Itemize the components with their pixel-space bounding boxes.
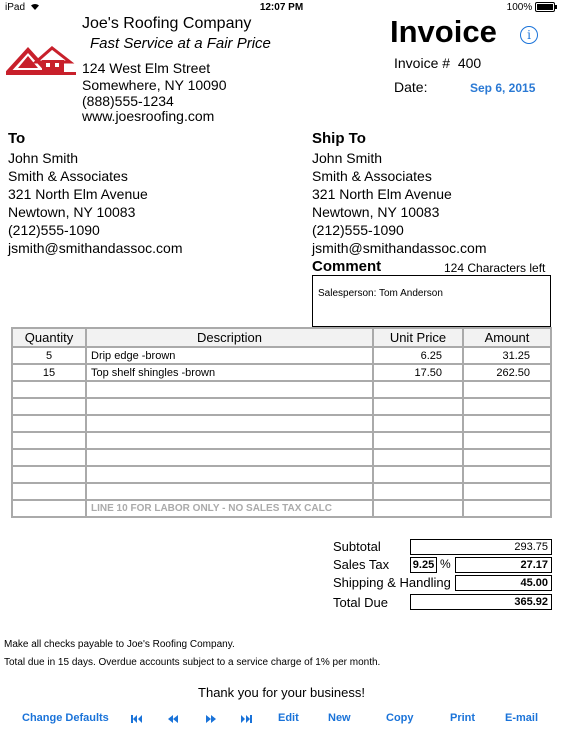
- company-phone: (888)555-1234: [82, 93, 174, 109]
- date-label: Date:: [394, 79, 428, 95]
- ship-to-title: Ship To: [312, 130, 366, 147]
- table-row[interactable]: [12, 347, 551, 364]
- header-unit-price: Unit Price: [373, 328, 463, 347]
- company-name: Joe's Roofing Company: [82, 15, 252, 32]
- rewind-icon: [168, 715, 178, 723]
- email-button[interactable]: E-mail: [505, 712, 539, 724]
- labor-note: LINE 10 FOR LABOR ONLY - NO SALES TAX CALC: [86, 500, 373, 517]
- sales-tax-value: 27.17: [455, 557, 552, 573]
- bill-to-company: Smith & Associates: [8, 168, 128, 184]
- invoice-number-value: 400: [457, 55, 482, 71]
- header-description: Description: [86, 328, 373, 347]
- bill-to-phone: (212)555-1090: [8, 222, 100, 238]
- cell-description: Top shelf shingles -brown: [86, 364, 373, 381]
- copy-button[interactable]: Copy: [386, 712, 414, 724]
- table-row[interactable]: [12, 449, 551, 466]
- new-button[interactable]: New: [328, 712, 351, 724]
- subtotal-label: Subtotal: [333, 539, 381, 554]
- characters-left: 124 Characters left: [444, 261, 546, 275]
- invoice-number-label: Invoice #: [394, 55, 451, 71]
- total-due-value: 365.92: [410, 594, 552, 610]
- ship-to-phone: (212)555-1090: [312, 222, 404, 238]
- bill-to-city: Newtown, NY 10083: [8, 204, 136, 220]
- table-row[interactable]: [12, 398, 551, 415]
- subtotal-value: 293.75: [410, 539, 552, 555]
- total-due-label: Total Due: [333, 595, 388, 610]
- next-record-button[interactable]: [206, 715, 216, 723]
- cell-description: Drip edge -brown: [86, 347, 373, 364]
- header-amount: Amount: [463, 328, 551, 347]
- change-defaults-button[interactable]: Change Defaults: [22, 712, 109, 724]
- cell-unit-price: 17.50: [373, 364, 463, 381]
- shipping-label: Shipping & Handling: [333, 575, 451, 590]
- table-row[interactable]: [12, 381, 551, 398]
- sales-tax-label: Sales Tax: [333, 557, 390, 572]
- fast-forward-icon: [206, 715, 216, 723]
- shipping-value[interactable]: 45.00: [455, 575, 552, 591]
- checks-payable-note: Make all checks payable to Joe's Roofing Company.: [4, 639, 235, 650]
- table-row[interactable]: [12, 483, 551, 500]
- header-quantity: Quantity: [12, 328, 86, 347]
- battery-icon: [535, 2, 555, 12]
- cell-unit-price: 6.25: [373, 347, 463, 364]
- edit-button[interactable]: Edit: [278, 712, 299, 724]
- comment-field[interactable]: [312, 275, 551, 327]
- invoice-number[interactable]: [394, 55, 481, 71]
- cell-amount: 262.50: [463, 364, 551, 381]
- thank-you-note: Thank you for your business!: [198, 685, 365, 700]
- cell-amount: 31.25: [463, 347, 551, 364]
- ship-to-company: Smith & Associates: [312, 168, 432, 184]
- cell-quantity: 5: [12, 347, 86, 364]
- ship-to-name: John Smith: [312, 150, 383, 166]
- ship-to-email: jsmith@smithandassoc.com: [312, 240, 487, 256]
- info-icon[interactable]: i: [520, 26, 538, 44]
- table-row-labor[interactable]: [12, 500, 551, 517]
- sales-tax-rate[interactable]: 9.25: [410, 557, 437, 573]
- skip-first-icon: [131, 715, 142, 723]
- bill-to-name: John Smith: [8, 150, 79, 166]
- last-record-button[interactable]: [241, 715, 252, 723]
- ship-to-block[interactable]: [312, 149, 487, 257]
- company-website: www.joesroofing.com: [82, 108, 215, 124]
- line-items-table: [11, 327, 552, 518]
- company-city: Somewhere, NY 10090: [82, 77, 227, 93]
- first-record-button[interactable]: [131, 715, 142, 723]
- date-value[interactable]: Sep 6, 2015: [470, 81, 536, 95]
- skip-last-icon: [241, 715, 252, 723]
- company-tagline: Fast Service at a Fair Price: [90, 35, 271, 52]
- comment-text: Salesperson: Tom Anderson: [318, 288, 443, 299]
- comment-title: Comment: [312, 258, 382, 275]
- table-row[interactable]: [12, 415, 551, 432]
- table-header-row: [12, 328, 551, 347]
- bill-to-title: To: [8, 130, 26, 147]
- cell-quantity: 15: [12, 364, 86, 381]
- terms-note: Total due in 15 days. Overdue accounts subject to a service charge of 1% per month.: [4, 657, 381, 668]
- previous-record-button[interactable]: [168, 715, 178, 723]
- ship-to-street: 321 North Elm Avenue: [312, 186, 452, 202]
- table-row[interactable]: [12, 432, 551, 449]
- bill-to-street: 321 North Elm Avenue: [8, 186, 148, 202]
- bottom-toolbar: [0, 712, 563, 732]
- company-street: 124 West Elm Street: [82, 60, 211, 76]
- bill-to-email: jsmith@smithandassoc.com: [8, 240, 183, 256]
- house-logo-icon: [6, 42, 76, 78]
- status-time: 12:07 PM: [259, 2, 304, 13]
- bill-to-block[interactable]: [8, 149, 183, 257]
- percent-sign: %: [440, 557, 451, 571]
- table-row[interactable]: [12, 364, 551, 381]
- status-device: iPad: [5, 2, 40, 13]
- table-row[interactable]: [12, 466, 551, 483]
- invoice-title: Invoice: [390, 14, 497, 49]
- print-button[interactable]: Print: [450, 712, 476, 724]
- ship-to-city: Newtown, NY 10083: [312, 204, 440, 220]
- status-battery: 100%: [507, 2, 555, 13]
